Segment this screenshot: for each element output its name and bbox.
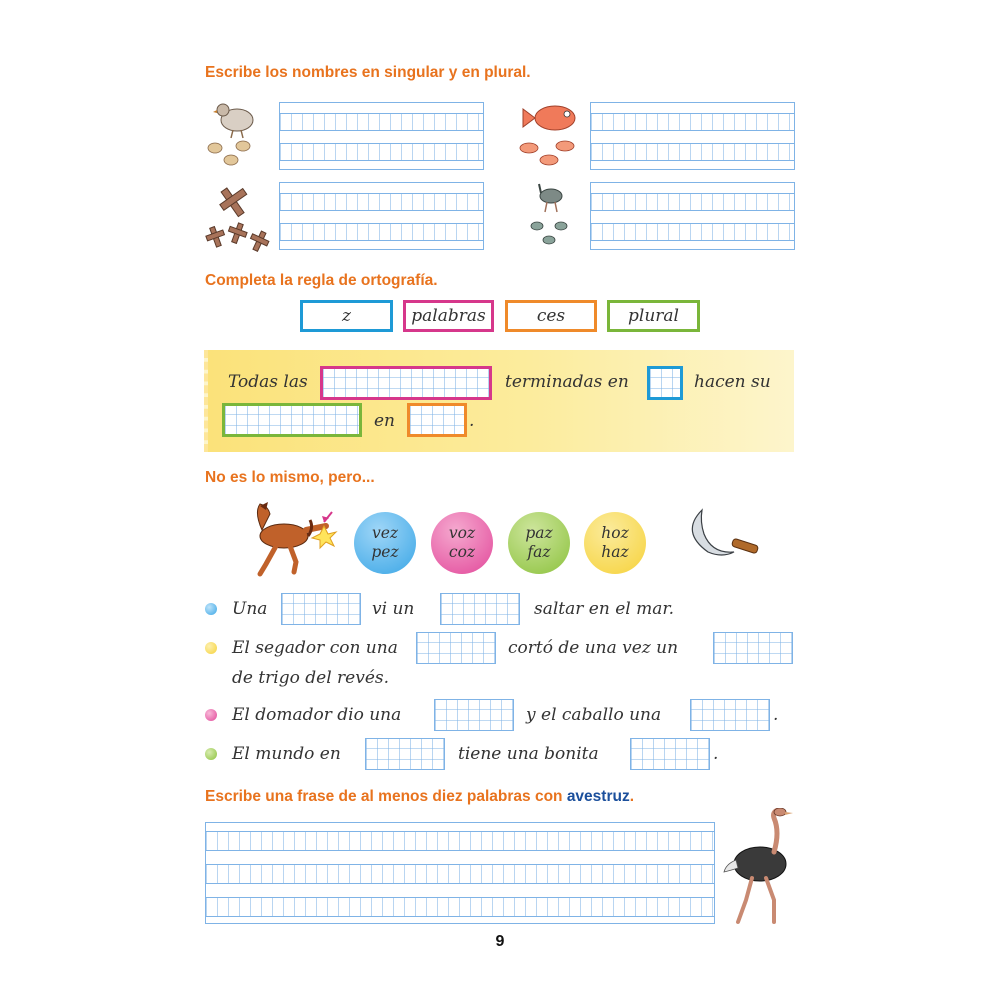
sickle-picture bbox=[680, 506, 762, 566]
bullet-yellow bbox=[205, 642, 217, 654]
rule-blank-plural[interactable] bbox=[222, 403, 362, 437]
sentence-3-blank-2[interactable] bbox=[690, 699, 770, 731]
ostrich-picture bbox=[722, 808, 798, 926]
partridge-chicks-picture bbox=[203, 98, 265, 170]
rule-blank-z[interactable] bbox=[647, 366, 683, 400]
sentence-3-part-b: y el caballo una bbox=[526, 705, 662, 725]
word-card-z: z bbox=[300, 300, 393, 332]
rule-text-2: terminadas en bbox=[505, 372, 629, 392]
sentence-2-blank-1[interactable] bbox=[416, 632, 496, 664]
sentence-2-line-2: de trigo del revés. bbox=[232, 668, 390, 688]
write-area-fish[interactable] bbox=[590, 102, 795, 170]
sentence-2-part-a: El segador con una bbox=[232, 638, 398, 658]
sentence-2-part-b: cortó de una vez un bbox=[508, 638, 679, 658]
sentence-3-part-c: . bbox=[773, 705, 779, 725]
highlight-word-avestruz: avestruz bbox=[566, 788, 630, 805]
sentence-1-blank-2[interactable] bbox=[440, 593, 520, 625]
crosses-picture bbox=[203, 183, 273, 253]
write-area-partridge[interactable] bbox=[279, 102, 484, 170]
bullet-pink bbox=[205, 709, 217, 721]
word-card-ces: ces bbox=[505, 300, 597, 332]
sentence-4-part-c: . bbox=[713, 744, 719, 764]
rule-text-1: Todas las bbox=[228, 372, 308, 392]
word-pair-paz-faz: paz faz bbox=[508, 512, 570, 574]
sentence-4-blank-2[interactable] bbox=[630, 738, 710, 770]
rule-blank-ces[interactable] bbox=[407, 403, 467, 437]
rule-text-4: en bbox=[374, 411, 396, 431]
word-pair-voz-coz: voz coz bbox=[431, 512, 493, 574]
sentence-2-blank-2[interactable] bbox=[713, 632, 793, 664]
rule-blank-palabras[interactable] bbox=[320, 366, 492, 400]
page-number: 9 bbox=[495, 933, 505, 950]
sentence-1-blank-1[interactable] bbox=[281, 593, 361, 625]
sentence-4-blank-1[interactable] bbox=[365, 738, 445, 770]
rule-text-3: hacen su bbox=[694, 372, 771, 392]
section-title-singular-plural: Escribe los nombres en singular y en plural. bbox=[205, 64, 531, 81]
write-area-avestruz-sentence[interactable] bbox=[205, 822, 715, 924]
sentence-3-part-a: El domador dio una bbox=[232, 705, 402, 725]
sentence-1-part-b: vi un bbox=[372, 599, 415, 619]
write-area-ostrich[interactable] bbox=[590, 182, 795, 250]
bullet-green bbox=[205, 748, 217, 760]
ostrich-chicks-picture bbox=[525, 180, 581, 252]
word-card-plural: plural bbox=[607, 300, 700, 332]
bullet-blue bbox=[205, 603, 217, 615]
sentence-1-part-a: Una bbox=[232, 599, 268, 619]
rule-text-end: . bbox=[469, 411, 475, 431]
section-title-avestruz-sentence: Escribe una frase de al menos diez palabras con avestruz. bbox=[205, 788, 635, 805]
sentence-1-part-c: saltar en el mar. bbox=[534, 599, 675, 619]
word-pair-hoz-haz: hoz haz bbox=[584, 512, 646, 574]
word-card-palabras: palabras bbox=[403, 300, 494, 332]
section-title-spelling-rule: Completa la regla de ortografía. bbox=[205, 272, 438, 289]
sentence-4-part-a: El mundo en bbox=[232, 744, 341, 764]
sentence-3-blank-1[interactable] bbox=[434, 699, 514, 731]
write-area-cross[interactable] bbox=[279, 182, 484, 250]
fish-picture bbox=[515, 98, 587, 170]
section-title-not-the-same: No es lo mismo, pero... bbox=[205, 469, 375, 486]
horse-kick-picture bbox=[232, 500, 342, 578]
word-pair-vez-pez: vez pez bbox=[354, 512, 416, 574]
sentence-4-part-b: tiene una bonita bbox=[458, 744, 599, 764]
